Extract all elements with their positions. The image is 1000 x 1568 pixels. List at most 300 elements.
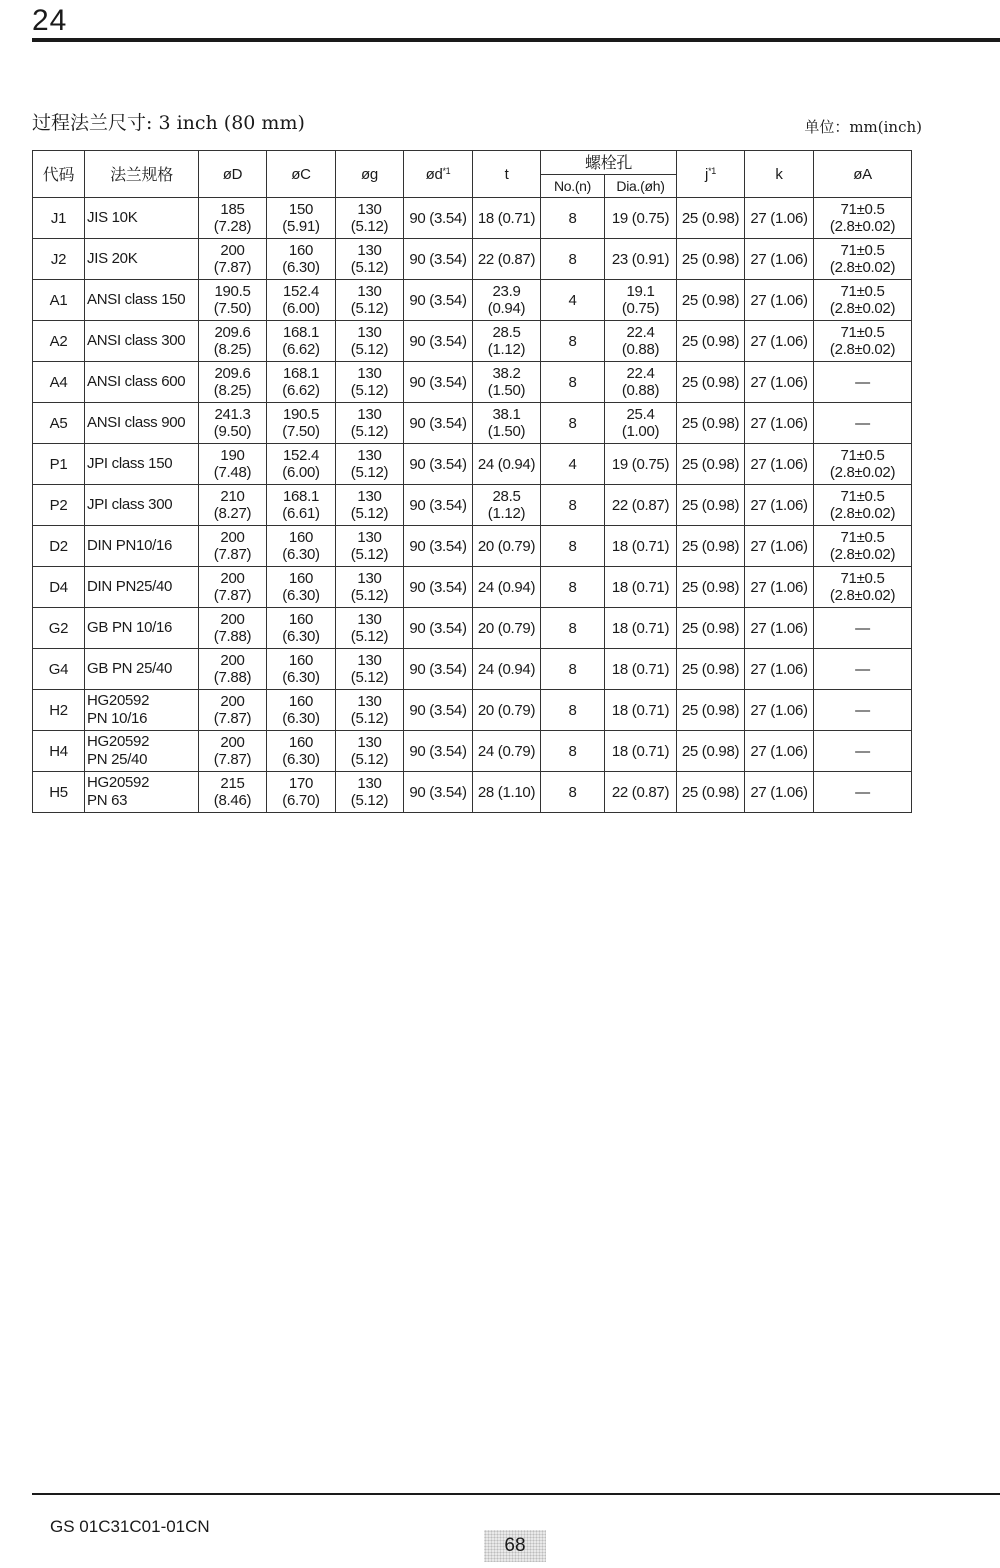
cell-og-line: 130 [357,324,382,341]
cell-oC-line: 160 [288,611,314,628]
cell-oC [267,649,336,690]
cell-og-line: (5.12) [350,259,389,276]
cell-oA [814,731,912,772]
cell-od-line: 90 (3.54) [409,660,467,678]
cell-oC-line: 168.1 [282,365,320,382]
table-row [33,526,912,567]
cell-oA-line: 71±0.5 [840,488,885,505]
table-row [33,608,912,649]
cell-oC-line: (6.30) [282,751,320,768]
cell-j: 25 (0.98) [677,649,745,690]
flange-dimension-table [32,150,912,813]
cell-oC-line: (7.50) [282,423,320,440]
table-row [33,198,912,239]
cell-oA-line: (2.8±0.02) [829,464,896,481]
header-page-number: 24 [32,4,68,37]
cell-bolt-dia-line: (0.75) [621,300,660,317]
cell-od [404,280,473,321]
cell-oD-line: 209.6 [214,324,251,341]
cell-bolt-no: 4 [541,444,605,485]
cell-t-line: 23.9 [492,283,521,300]
header-od-label: ød [425,165,443,183]
cell-oA [814,321,912,362]
cell-oA-line: 71±0.5 [840,324,885,341]
cell-oC-line: (6.30) [282,669,320,686]
cell-og [336,362,404,403]
cell-og-line: 130 [357,201,382,218]
cell-oD [199,403,267,444]
cell-code: D2 [33,526,85,567]
cell-oA-line: — [855,783,870,801]
cell-k: 27 (1.06) [745,239,814,280]
cell-oC [267,526,336,567]
cell-bolt-dia [605,403,677,444]
cell-bolt-no: 8 [541,485,605,526]
cell-t-line: 28.5 [492,488,521,505]
cell-j: 25 (0.98) [677,485,745,526]
cell-spec-line: JPI class 150 [87,455,173,472]
cell-oC-line: 160 [288,529,314,546]
cell-oA [814,444,912,485]
cell-j: 25 (0.98) [677,608,745,649]
cell-bolt-dia-line: 25.4 [626,406,655,423]
cell-oA-line: — [855,701,870,719]
cell-oA [814,649,912,690]
cell-t-line: 24 (0.79) [477,742,536,760]
cell-t-line: (0.94) [487,300,526,317]
cell-oC [267,608,336,649]
footer-page-number: 68 [484,1530,546,1562]
footer-rule [32,1493,1000,1495]
table-row [33,444,912,485]
cell-oA [814,403,912,444]
cell-spec-line: ANSI class 900 [87,414,186,431]
cell-oD-line: (7.87) [213,546,252,563]
cell-code: A2 [33,321,85,362]
table-row [33,485,912,526]
cell-oC-line: (6.61) [282,505,320,522]
table-row [33,731,912,772]
cell-oD-line: (7.88) [213,628,252,645]
cell-og-line: (5.12) [350,341,389,358]
cell-oD-line: (8.25) [213,341,252,358]
cell-oC-line: (6.30) [282,587,320,604]
header-spec: 法兰规格 [85,151,199,198]
cell-oC-line: 160 [288,693,314,710]
cell-k: 27 (1.06) [745,198,814,239]
cell-bolt-dia-line: 18 (0.71) [611,537,670,555]
cell-bolt-dia-line: 19.1 [626,283,655,300]
cell-spec-line: ANSI class 300 [87,332,186,349]
cell-code: P2 [33,485,85,526]
cell-bolt-no: 8 [541,690,605,731]
cell-oD [199,526,267,567]
cell-og [336,198,404,239]
cell-og-line: (5.12) [350,587,389,604]
cell-og [336,321,404,362]
cell-spec-line: GB PN 10/16 [87,619,173,636]
cell-oA-line: — [855,373,870,391]
cell-oD [199,239,267,280]
cell-od [404,649,473,690]
header-t: t [473,151,541,198]
cell-k: 27 (1.06) [745,567,814,608]
cell-oD-line: (7.87) [213,751,252,768]
cell-oA [814,362,912,403]
cell-j: 25 (0.98) [677,403,745,444]
header-oC: øC [267,151,336,198]
cell-oD-line: 241.3 [214,406,251,423]
cell-oD-line: (7.28) [213,218,252,235]
cell-spec [85,403,199,444]
cell-bolt-dia-line: (1.00) [621,423,660,440]
cell-oA [814,198,912,239]
cell-oD [199,690,267,731]
cell-og-line: (5.12) [350,710,389,727]
cell-oC-line: 160 [288,570,314,587]
cell-og-line: 130 [357,283,382,300]
cell-oC [267,444,336,485]
cell-oC-line: (6.62) [282,382,320,399]
cell-od-line: 90 (3.54) [409,414,467,432]
cell-spec-line: JPI class 300 [87,496,173,513]
cell-oC-line: 160 [288,242,314,259]
cell-oD-line: (8.27) [213,505,252,522]
cell-og-line: (5.12) [350,300,389,317]
cell-oD [199,567,267,608]
cell-j: 25 (0.98) [677,731,745,772]
cell-bolt-no: 8 [541,403,605,444]
cell-bolt-dia-line: 19 (0.75) [611,209,670,227]
cell-oD-line: (7.48) [213,464,252,481]
cell-t-line: 18 (0.71) [477,209,536,227]
cell-oA-line: — [855,742,870,760]
cell-oA [814,485,912,526]
cell-og-line: 130 [357,693,382,710]
cell-oA-line: (2.8±0.02) [829,259,896,276]
cell-oA [814,772,912,813]
cell-t [473,567,541,608]
cell-oA [814,690,912,731]
cell-od-line: 90 (3.54) [409,742,467,760]
cell-k: 27 (1.06) [745,608,814,649]
cell-oC [267,198,336,239]
cell-og-line: 130 [357,447,382,464]
cell-oC-line: 190.5 [282,406,320,423]
cell-bolt-dia-line: 22 (0.87) [611,496,670,514]
cell-spec [85,444,199,485]
cell-j: 25 (0.98) [677,690,745,731]
header-bolt-holes: 螺栓孔 [541,151,677,175]
cell-oD-line: (7.88) [213,669,252,686]
table-row [33,690,912,731]
table-row [33,403,912,444]
cell-spec [85,280,199,321]
cell-code: D4 [33,567,85,608]
cell-code: P1 [33,444,85,485]
table-row [33,649,912,690]
header-oA: øA [814,151,912,198]
header-j [677,151,745,198]
cell-bolt-dia-line: 18 (0.71) [611,578,670,596]
header-bolt-no: No.(n) [541,175,605,198]
cell-j: 25 (0.98) [677,444,745,485]
cell-od [404,403,473,444]
cell-k: 27 (1.06) [745,321,814,362]
cell-t [473,526,541,567]
cell-oD-line: 215 [220,775,245,792]
cell-spec-line: PN 25/40 [87,751,148,768]
cell-od-line: 90 (3.54) [409,701,467,719]
cell-og-line: (5.12) [350,792,389,809]
cell-og-line: (5.12) [350,423,389,440]
cell-og [336,772,404,813]
cell-oC [267,772,336,813]
cell-spec-line: HG20592 [87,692,150,709]
cell-t-line: (1.50) [487,382,526,399]
cell-od-line: 90 (3.54) [409,578,467,596]
cell-code: A4 [33,362,85,403]
header-k: k [745,151,814,198]
cell-oD-line: 200 [220,570,245,587]
cell-t-line: 28 (1.10) [477,783,536,801]
cell-bolt-no: 8 [541,567,605,608]
cell-oD [199,485,267,526]
table-row [33,280,912,321]
cell-j: 25 (0.98) [677,526,745,567]
cell-bolt-dia-line: (0.88) [621,382,660,399]
cell-bolt-dia-line: 18 (0.71) [611,619,670,637]
cell-oC-line: 160 [288,734,314,751]
cell-oA-line: (2.8±0.02) [829,218,896,235]
cell-bolt-dia [605,649,677,690]
cell-oD [199,362,267,403]
cell-bolt-no: 8 [541,649,605,690]
cell-oD [199,608,267,649]
cell-oD-line: (7.87) [213,587,252,604]
cell-od-line: 90 (3.54) [409,537,467,555]
cell-spec-line: HG20592 [87,733,150,750]
cell-oD-line: 190 [220,447,245,464]
cell-oC [267,362,336,403]
cell-code: H5 [33,772,85,813]
cell-j: 25 (0.98) [677,280,745,321]
cell-spec [85,772,199,813]
cell-spec-line: DIN PN25/40 [87,578,173,595]
cell-k: 27 (1.06) [745,649,814,690]
cell-spec-line: PN 10/16 [87,710,148,727]
cell-oD-line: (7.50) [213,300,252,317]
cell-spec-line: PN 63 [87,792,128,809]
cell-j: 25 (0.98) [677,567,745,608]
cell-oA [814,608,912,649]
cell-k: 27 (1.06) [745,526,814,567]
cell-oC [267,567,336,608]
cell-t-line: (1.12) [487,341,526,358]
cell-bolt-dia [605,690,677,731]
cell-spec-line: DIN PN10/16 [87,537,173,554]
cell-oC [267,239,336,280]
cell-od [404,198,473,239]
header-bolt-dia: Dia.(øh) [605,175,677,198]
cell-bolt-dia [605,772,677,813]
cell-bolt-dia-line: 22.4 [626,324,655,341]
cell-oA-line: 71±0.5 [840,570,885,587]
cell-oD [199,198,267,239]
cell-og-line: 130 [357,611,382,628]
cell-od [404,362,473,403]
cell-oA-line: 71±0.5 [840,529,885,546]
cell-k: 27 (1.06) [745,485,814,526]
document-id: GS 01C31C01-01CN [50,1517,210,1536]
cell-od-line: 90 (3.54) [409,619,467,637]
cell-og-line: (5.12) [350,464,389,481]
cell-t-line: 20 (0.79) [477,537,536,555]
cell-bolt-no: 8 [541,321,605,362]
cell-t [473,690,541,731]
cell-oD [199,280,267,321]
cell-spec [85,198,199,239]
cell-oC [267,321,336,362]
cell-oC [267,731,336,772]
header-od [404,151,473,198]
cell-oC [267,280,336,321]
cell-t [473,772,541,813]
cell-oA-line: 71±0.5 [840,242,885,259]
cell-bolt-dia-line: 22.4 [626,365,655,382]
cell-oA [814,280,912,321]
cell-od-line: 90 (3.54) [409,332,467,350]
cell-spec [85,649,199,690]
cell-oC-line: 152.4 [282,447,320,464]
cell-oA-line: 71±0.5 [840,447,885,464]
cell-og-line: 130 [357,488,382,505]
cell-t [473,362,541,403]
cell-oC-line: (6.62) [282,341,320,358]
unit-note: 单位：mm(inch) [804,118,922,136]
cell-bolt-dia [605,444,677,485]
cell-spec [85,690,199,731]
cell-od [404,485,473,526]
cell-code: H4 [33,731,85,772]
cell-t-line: (1.12) [487,505,526,522]
cell-t-line: 24 (0.94) [477,660,536,678]
cell-og [336,485,404,526]
cell-oC-line: (6.30) [282,546,320,563]
cell-t-line: 22 (0.87) [477,250,536,268]
cell-bolt-no: 8 [541,731,605,772]
cell-od [404,526,473,567]
cell-oD-line: 190.5 [214,283,251,300]
cell-bolt-no: 8 [541,239,605,280]
cell-og-line: (5.12) [350,382,389,399]
cell-bolt-dia [605,362,677,403]
cell-od [404,239,473,280]
cell-bolt-dia [605,321,677,362]
cell-spec [85,567,199,608]
cell-t-line: 20 (0.79) [477,619,536,637]
cell-bolt-dia-line: 18 (0.71) [611,701,670,719]
cell-t-line: (1.50) [487,423,526,440]
section-title: 过程法兰尺寸: 3 inch (80 mm) [32,112,305,134]
cell-oC-line: (6.70) [282,792,320,809]
cell-bolt-dia-line: 18 (0.71) [611,742,670,760]
cell-od-line: 90 (3.54) [409,783,467,801]
cell-j: 25 (0.98) [677,772,745,813]
cell-og-line: (5.12) [350,505,389,522]
cell-bolt-no: 8 [541,526,605,567]
cell-oA-line: 71±0.5 [840,283,885,300]
cell-bolt-dia [605,485,677,526]
cell-oD-line: 185 [220,201,245,218]
cell-oA [814,239,912,280]
cell-oC-line: (6.30) [282,628,320,645]
cell-og-line: 130 [357,570,382,587]
cell-oA [814,526,912,567]
cell-oD [199,321,267,362]
cell-od [404,567,473,608]
header-od-note: *1 [442,165,451,176]
cell-t [473,198,541,239]
cell-og [336,526,404,567]
cell-spec-line: ANSI class 150 [87,291,186,308]
cell-oA-line: (2.8±0.02) [829,300,896,317]
cell-oD-line: 200 [220,652,245,669]
cell-bolt-dia [605,526,677,567]
cell-bolt-dia [605,239,677,280]
cell-od [404,690,473,731]
cell-oD-line: (9.50) [213,423,252,440]
cell-od [404,321,473,362]
header-j-note: *1 [708,165,716,176]
cell-og-line: (5.12) [350,751,389,768]
cell-od-line: 90 (3.54) [409,209,467,227]
cell-oC-line: 152.4 [282,283,320,300]
cell-oA-line: — [855,414,870,432]
cell-og-line: 130 [357,406,382,423]
cell-oC [267,690,336,731]
cell-og-line: (5.12) [350,218,389,235]
cell-spec [85,608,199,649]
cell-bolt-no: 8 [541,362,605,403]
cell-bolt-dia [605,280,677,321]
cell-oD-line: 200 [220,734,245,751]
cell-oD-line: (7.87) [213,259,252,276]
cell-code: G2 [33,608,85,649]
cell-od-line: 90 (3.54) [409,250,467,268]
cell-t-line: 24 (0.94) [477,578,536,596]
cell-od [404,772,473,813]
cell-oA-line: 71±0.5 [840,201,885,218]
cell-code: J1 [33,198,85,239]
cell-og-line: 130 [357,652,382,669]
cell-oD-line: (7.87) [213,710,252,727]
cell-og [336,608,404,649]
cell-oA-line: — [855,660,870,678]
cell-oA [814,567,912,608]
cell-oC-line: (5.91) [282,218,320,235]
cell-spec [85,362,199,403]
cell-bolt-dia-line: 23 (0.91) [611,250,670,268]
cell-oD-line: 200 [220,529,245,546]
cell-code: H2 [33,690,85,731]
header-og: øg [336,151,404,198]
cell-oD [199,649,267,690]
cell-oD-line: 210 [220,488,245,505]
cell-t [473,280,541,321]
cell-k: 27 (1.06) [745,280,814,321]
cell-spec-line: GB PN 25/40 [87,660,173,677]
